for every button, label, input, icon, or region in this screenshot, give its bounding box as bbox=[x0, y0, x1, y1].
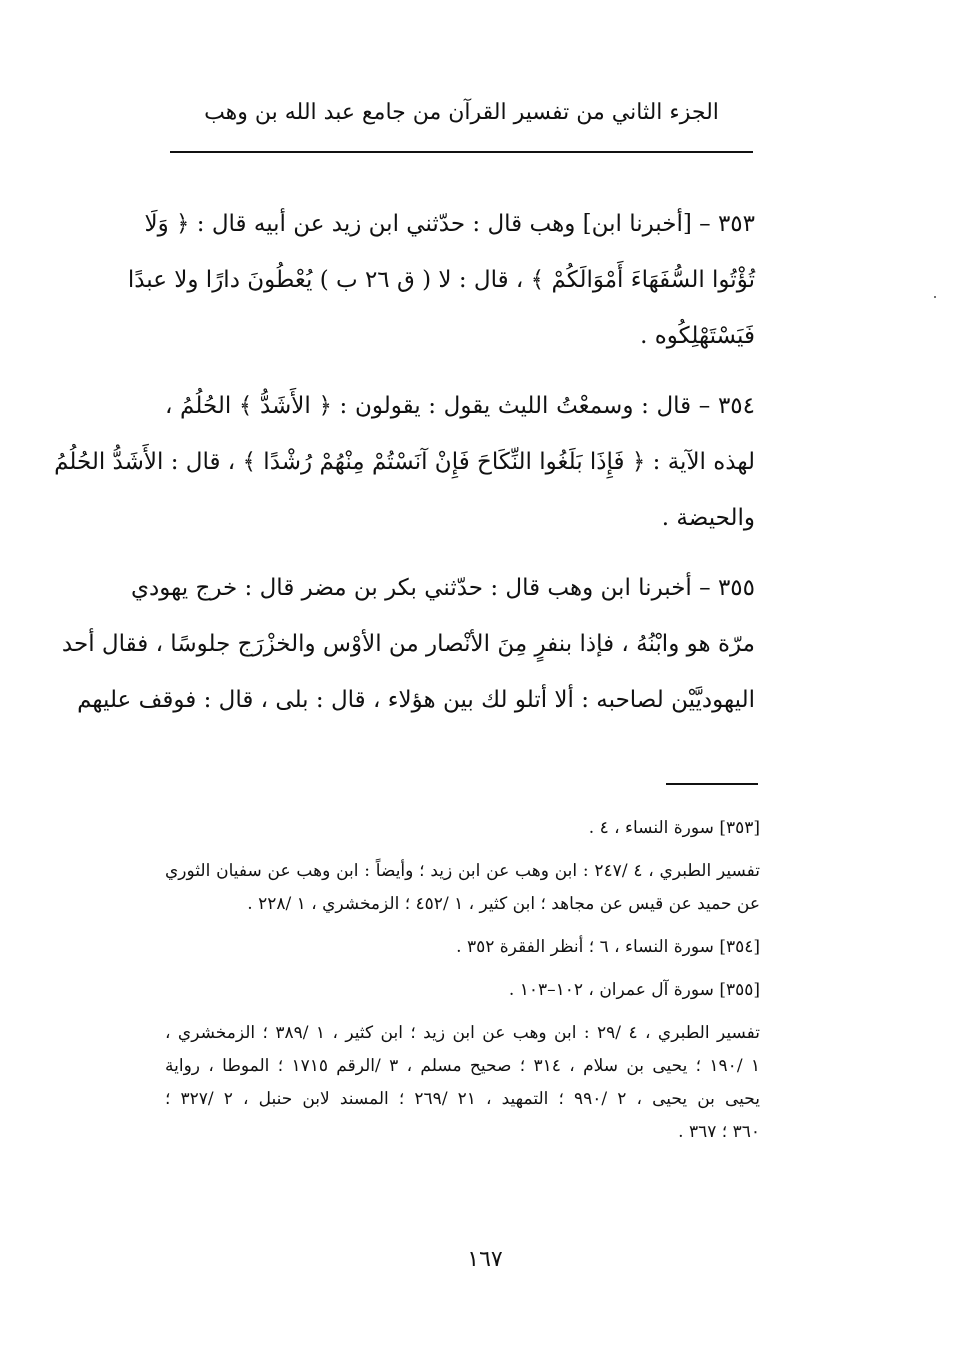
entry-line: ٣٥٤ – قال : وسمعْتُ الليث يقول : يقولون : ﴿ الأَشَدُّ ﴾ الحُلُمُ ، bbox=[165, 393, 755, 419]
footnote-rule bbox=[666, 783, 758, 785]
footnote-line: [٣٥٥] سورة آل عمران ، ١٠٢–١٠٣ . bbox=[508, 980, 760, 1000]
footnote-line: ١ /١٩٠ ؛ يحيى بن سلام ، ٣١٤ ؛ صحيح مسلم ، ٣ /الرقم ١٧١٥ ؛ الموطا ، رواية bbox=[165, 1056, 761, 1076]
entry-line: اليهوديَّيْن لصاحبه : ألا أتلو لك بين هؤلاء ، قال : بلى ، قال : فوقف عليهم bbox=[77, 687, 755, 713]
footnote-line: ٣٦٠ ؛ ٣٦٧ . bbox=[678, 1122, 760, 1142]
footnote-355-sources bbox=[165, 1017, 760, 1149]
footnote-353-sources bbox=[165, 855, 760, 921]
entry-line: والحيضة . bbox=[661, 505, 755, 531]
footnote-line: [٣٥٣] سورة النساء ، ٤ . bbox=[588, 818, 760, 838]
footnote-line: تفسير الطبري ، ٤ /٢٩ : ابن وهب عن ابن زيد ؛ ابن كثير ، ١ /٣٨٩ ؛ الزمخشري ، bbox=[165, 1023, 760, 1043]
entry-line: لهذه الآية : ﴿ فَإِذَا بَلَغُوا النِّكَاحَ فَإِنْ آنَسْتُمْ مِنْهُمْ رُشْدًا ﴾ ، قال : الأَشَدُّ الحُلُمُ bbox=[54, 449, 755, 475]
header-rule bbox=[170, 151, 753, 153]
entry-line: ٣٥٥ – أخبرنا ابن وهب قال : حدّثني بكر بن مضر قال : خرج يهودي bbox=[131, 575, 755, 601]
scan-speck bbox=[934, 296, 936, 298]
entry-354 bbox=[54, 378, 755, 546]
entry-355 bbox=[61, 560, 755, 728]
page-number: ١٦٧ bbox=[467, 1247, 503, 1272]
footnote-line: يحيى بن يحيى ، ٢ /٩٩٠ ؛ التمهيد ، ٢١ /٢٦٩ ؛ المسند لابن حنبل ، ٢ /٣٢٧ ؛ bbox=[165, 1089, 760, 1109]
entry-line: مرّة هو وابْنُهُ ، فإذا بنفرٍ مِنَ الأنْصار من الأوْس والخزْرَج جلوسًا ، فقال أحد bbox=[61, 631, 755, 657]
footnote-line: [٣٥٤] سورة النساء ، ٦ ؛ أنظر الفقرة ٣٥٢ . bbox=[456, 937, 760, 957]
footnote-353-ref bbox=[165, 812, 760, 845]
footnote-355-ref bbox=[165, 974, 760, 1007]
footnote-line: عن حميد عن قيس عن مجاهد ؛ ابن كثير ، ١ /٤٥٢ ؛ الزمخشري ، ١ /٢٢٨ . bbox=[247, 894, 760, 914]
entry-line: ٣٥٣ – [أخبرنا ابن] وهب قال : حدّثني ابن زيد عن أبيه قال : ﴿ وَلَا bbox=[144, 211, 755, 237]
footnotes bbox=[165, 812, 760, 1159]
footnote-354-ref bbox=[165, 931, 760, 964]
running-header: الجزء الثاني من تفسير القرآن من جامع عبد الله بن وهب bbox=[204, 100, 719, 125]
entry-line: تُؤْتُوا السُّفَهَاءَ أَمْوَالَكُمْ ﴾ ، قال : لا ( ق ٢٦ ب ) يُعْطُونَ دارًا ولا عبدًا bbox=[127, 267, 755, 293]
entry-line: فَيَسْتَهْلِكُوه . bbox=[640, 323, 755, 349]
footnote-line: تفسير الطبري ، ٤ /٢٤٧ : ابن وهب عن ابن زيد ؛ وأيضاً : ابن وهب عن سفيان الثوري bbox=[165, 861, 760, 881]
entry-353 bbox=[127, 196, 755, 364]
